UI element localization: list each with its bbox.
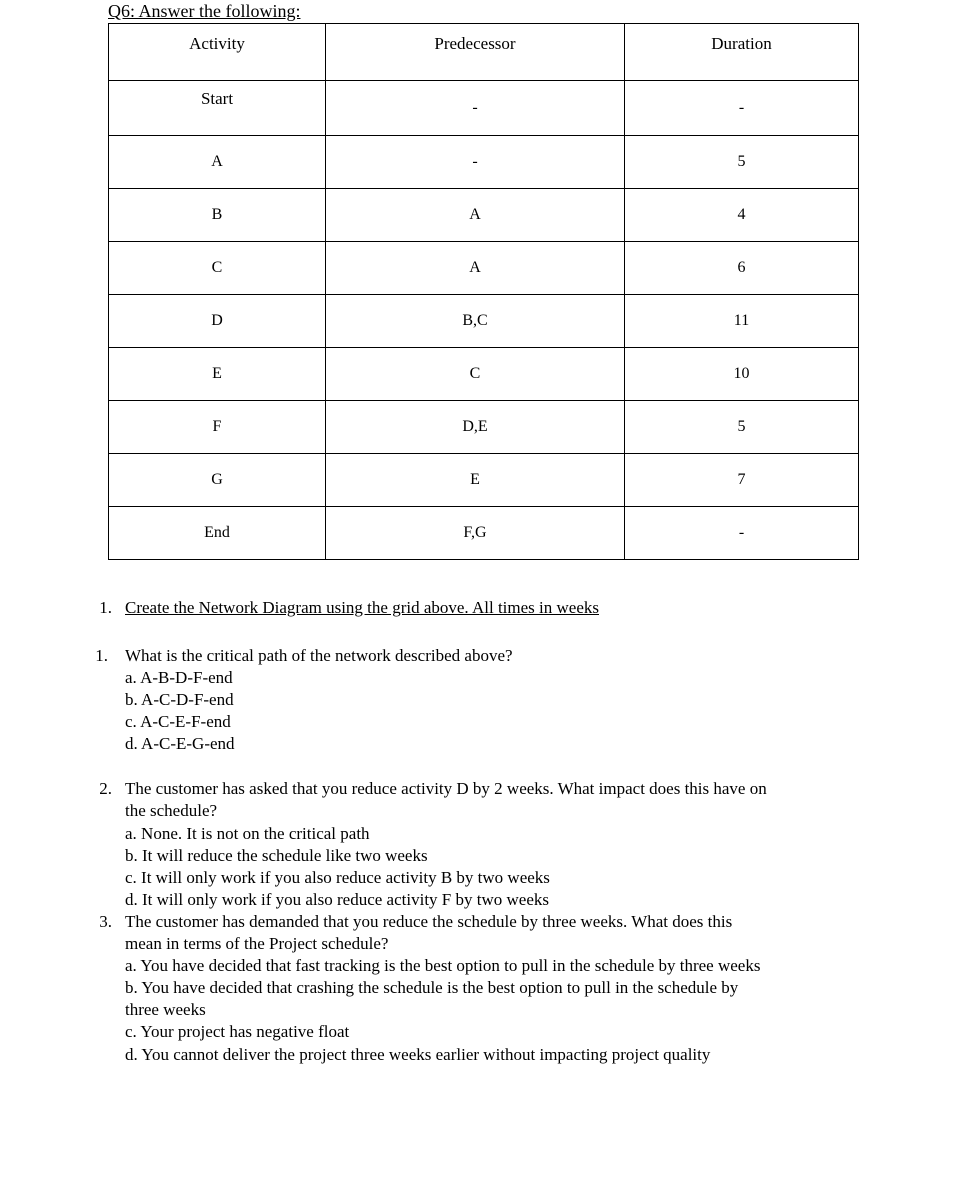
cell-predecessor: B,C — [326, 295, 625, 348]
cell-duration: 5 — [625, 401, 859, 454]
cell-activity: Start — [109, 81, 326, 136]
cell-predecessor: D,E — [326, 401, 625, 454]
option-continued: three weeks — [125, 1000, 206, 1019]
table-row — [109, 136, 859, 189]
header-activity: Activity — [109, 24, 326, 81]
cell-predecessor: F,G — [326, 507, 625, 560]
cell-predecessor: A — [326, 242, 625, 295]
table-row — [109, 454, 859, 507]
option: b. A-C-D-F-end — [125, 690, 234, 709]
cell-activity: E — [109, 348, 326, 401]
cell-predecessor: - — [326, 136, 625, 189]
question-text: The customer has demanded that you reduce the schedule by three weeks. What does this — [125, 912, 733, 931]
cell-duration: 6 — [625, 242, 859, 295]
option: a. A-B-D-F-end — [125, 668, 233, 687]
option: d. You cannot deliver the project three weeks earlier without impacting project quality — [125, 1045, 711, 1064]
header-duration: Duration — [625, 24, 859, 81]
cell-predecessor: C — [326, 348, 625, 401]
option: a. None. It is not on the critical path — [125, 824, 370, 843]
option: b. It will reduce the schedule like two weeks — [125, 846, 428, 865]
instruction-number: 1. — [99, 598, 112, 617]
instruction-text: Create the Network Diagram using the grid above. All times in weeks — [125, 598, 599, 617]
cell-predecessor: E — [326, 454, 625, 507]
cell-duration: 5 — [625, 136, 859, 189]
table-row — [109, 242, 859, 295]
table-row — [109, 189, 859, 242]
cell-activity: A — [109, 136, 326, 189]
cell-duration: 11 — [625, 295, 859, 348]
option: d. A-C-E-G-end — [125, 734, 235, 753]
table-row — [109, 401, 859, 454]
table-row — [109, 81, 859, 136]
cell-activity: G — [109, 454, 326, 507]
question-text: What is the critical path of the network described above? — [125, 646, 513, 665]
table-row — [109, 295, 859, 348]
cell-activity: F — [109, 401, 326, 454]
option: c. It will only work if you also reduce activity B by two weeks — [125, 868, 550, 887]
cell-duration: 7 — [625, 454, 859, 507]
cell-duration: - — [625, 507, 859, 560]
cell-activity: C — [109, 242, 326, 295]
question-text: The customer has asked that you reduce activity D by 2 weeks. What impact does this have on — [125, 779, 767, 798]
table-row — [109, 348, 859, 401]
option: c. A-C-E-F-end — [125, 712, 231, 731]
table-header-row — [109, 24, 859, 81]
cell-duration: 4 — [625, 189, 859, 242]
cell-activity: D — [109, 295, 326, 348]
option: c. Your project has negative float — [125, 1022, 350, 1041]
cell-activity: End — [109, 507, 326, 560]
cell-duration: 10 — [625, 348, 859, 401]
option: b. You have decided that crashing the schedule is the best option to pull in the schedule by — [125, 978, 739, 997]
question-number: 1. — [95, 646, 108, 665]
question-text-continued: mean in terms of the Project schedule? — [125, 934, 389, 953]
cell-activity: B — [109, 189, 326, 242]
question-text-continued: the schedule? — [125, 801, 218, 820]
cell-duration: - — [625, 81, 859, 136]
cell-predecessor: - — [326, 81, 625, 136]
activity-table — [108, 23, 859, 560]
cell-predecessor: A — [326, 189, 625, 242]
option: a. You have decided that fast tracking is the best option to pull in the schedule by three weeks — [125, 956, 761, 975]
header-predecessor: Predecessor — [326, 24, 625, 81]
option: d. It will only work if you also reduce activity F by two weeks — [125, 890, 549, 909]
table-row — [109, 507, 859, 560]
question-number: 3. — [99, 912, 112, 931]
section-heading: Q6: Answer the following: — [108, 1, 301, 21]
question-number: 2. — [99, 779, 112, 798]
